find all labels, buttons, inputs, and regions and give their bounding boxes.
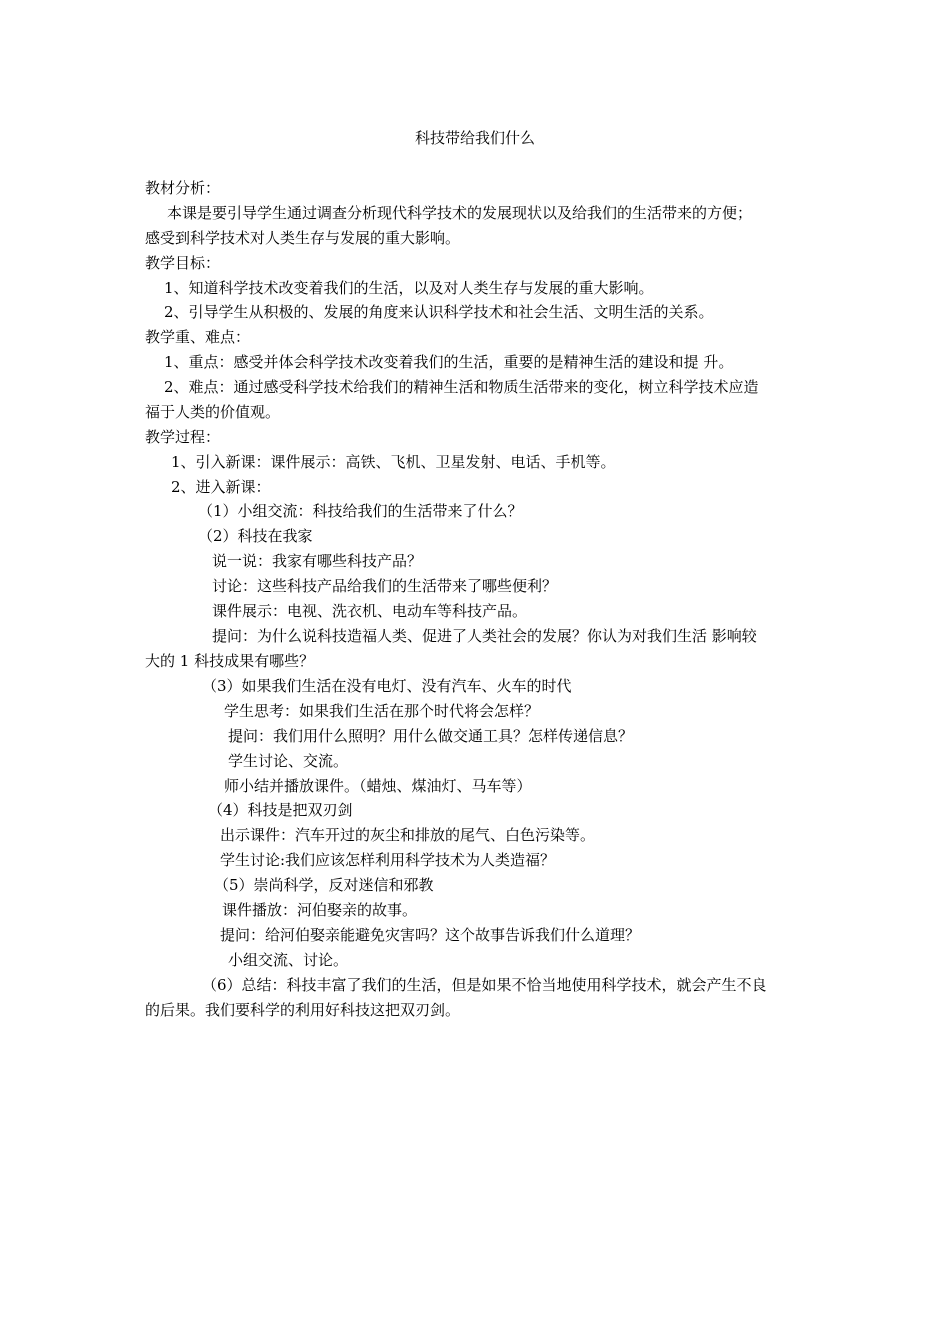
detail-line: 提问：给河伯娶亲能避免灾害吗？这个故事告诉我们什么道理？ bbox=[220, 926, 641, 944]
sub-item: （4）科技是把双刃剑 bbox=[208, 801, 353, 819]
section-heading-material-analysis: 教材分析： bbox=[145, 179, 221, 197]
list-item: 2、难点：通过感受科学技术给我们的精神生活和物质生活带来的变化，树立科学技术应造 bbox=[164, 378, 759, 396]
section-heading-teaching-goals: 教学目标： bbox=[145, 254, 221, 272]
detail-line: 学生讨论:我们应该怎样利用科学技术为人类造福？ bbox=[220, 851, 556, 869]
paragraph-line: 福于人类的价值观。 bbox=[145, 403, 281, 421]
detail-line: 课件播放：河伯娶亲的故事。 bbox=[222, 901, 418, 919]
detail-line: 说一说：我家有哪些科技产品？ bbox=[212, 552, 423, 570]
detail-line: 讨论：这些科技产品给我们的生活带来了哪些便利？ bbox=[212, 577, 558, 595]
list-item: 1、重点：感受并体会科学技术改变着我们的生活，重要的是精神生活的建设和提 升。 bbox=[164, 353, 734, 371]
list-item: 2、引导学生从积极的、发展的角度来认识科学技术和社会生活、文明生活的关系。 bbox=[164, 303, 714, 321]
paragraph-line: 感受到科学技术对人类生存与发展的重大影响。 bbox=[145, 229, 461, 247]
sub-item: （1）小组交流：科技给我们的生活带来了什么？ bbox=[198, 502, 523, 520]
document-title: 科技带给我们什么 bbox=[414, 129, 535, 147]
list-item: 1、引入新课：课件展示：高铁、飞机、卫星发射、电话、手机等。 bbox=[171, 453, 616, 471]
paragraph-line: 的后果。我们要科学的利用好科技这把双刃剑。 bbox=[145, 1001, 461, 1019]
detail-line: 出示课件：汽车开过的灰尘和排放的尾气、白色污染等。 bbox=[220, 826, 596, 844]
detail-line: 课件展示：电视、洗衣机、电动车等科技产品。 bbox=[212, 602, 528, 620]
section-heading-teaching-process: 教学过程： bbox=[145, 428, 221, 446]
detail-line: 学生讨论、交流。 bbox=[228, 752, 349, 770]
sub-item: （2）科技在我家 bbox=[198, 527, 313, 545]
section-heading-key-points: 教学重、难点： bbox=[145, 328, 251, 346]
detail-line: 小组交流、讨论。 bbox=[228, 951, 349, 969]
list-item: 1、知道科学技术改变着我们的生活，以及对人类生存与发展的重大影响。 bbox=[164, 279, 654, 297]
sub-item: （3）如果我们生活在没有电灯、没有汽车、火车的时代 bbox=[202, 677, 572, 695]
sub-item: （6）总结：科技丰富了我们的生活，但是如果不恰当地使用科学技术，就会产生不良 bbox=[202, 976, 767, 994]
detail-line: 提问：我们用什么照明？用什么做交通工具？怎样传递信息？ bbox=[228, 727, 634, 745]
detail-line: 大的 1 科技成果有哪些？ bbox=[145, 652, 315, 670]
detail-line: 师小结并播放课件。（蜡烛、煤油灯、马车等） bbox=[224, 777, 532, 795]
paragraph-line: 本课是要引导学生通过调查分析现代科学技术的发展现状以及给我们的生活带来的方便； bbox=[167, 204, 753, 222]
sub-item: （5）崇尚科学，反对迷信和邪教 bbox=[214, 876, 434, 894]
list-item: 2、进入新课： bbox=[171, 478, 271, 496]
detail-line: 学生思考：如果我们生活在那个时代将会怎样？ bbox=[224, 702, 540, 720]
detail-line: 提问：为什么说科技造福人类、促进了人类社会的发展？你认为对我们生活 影响较 bbox=[212, 627, 757, 645]
